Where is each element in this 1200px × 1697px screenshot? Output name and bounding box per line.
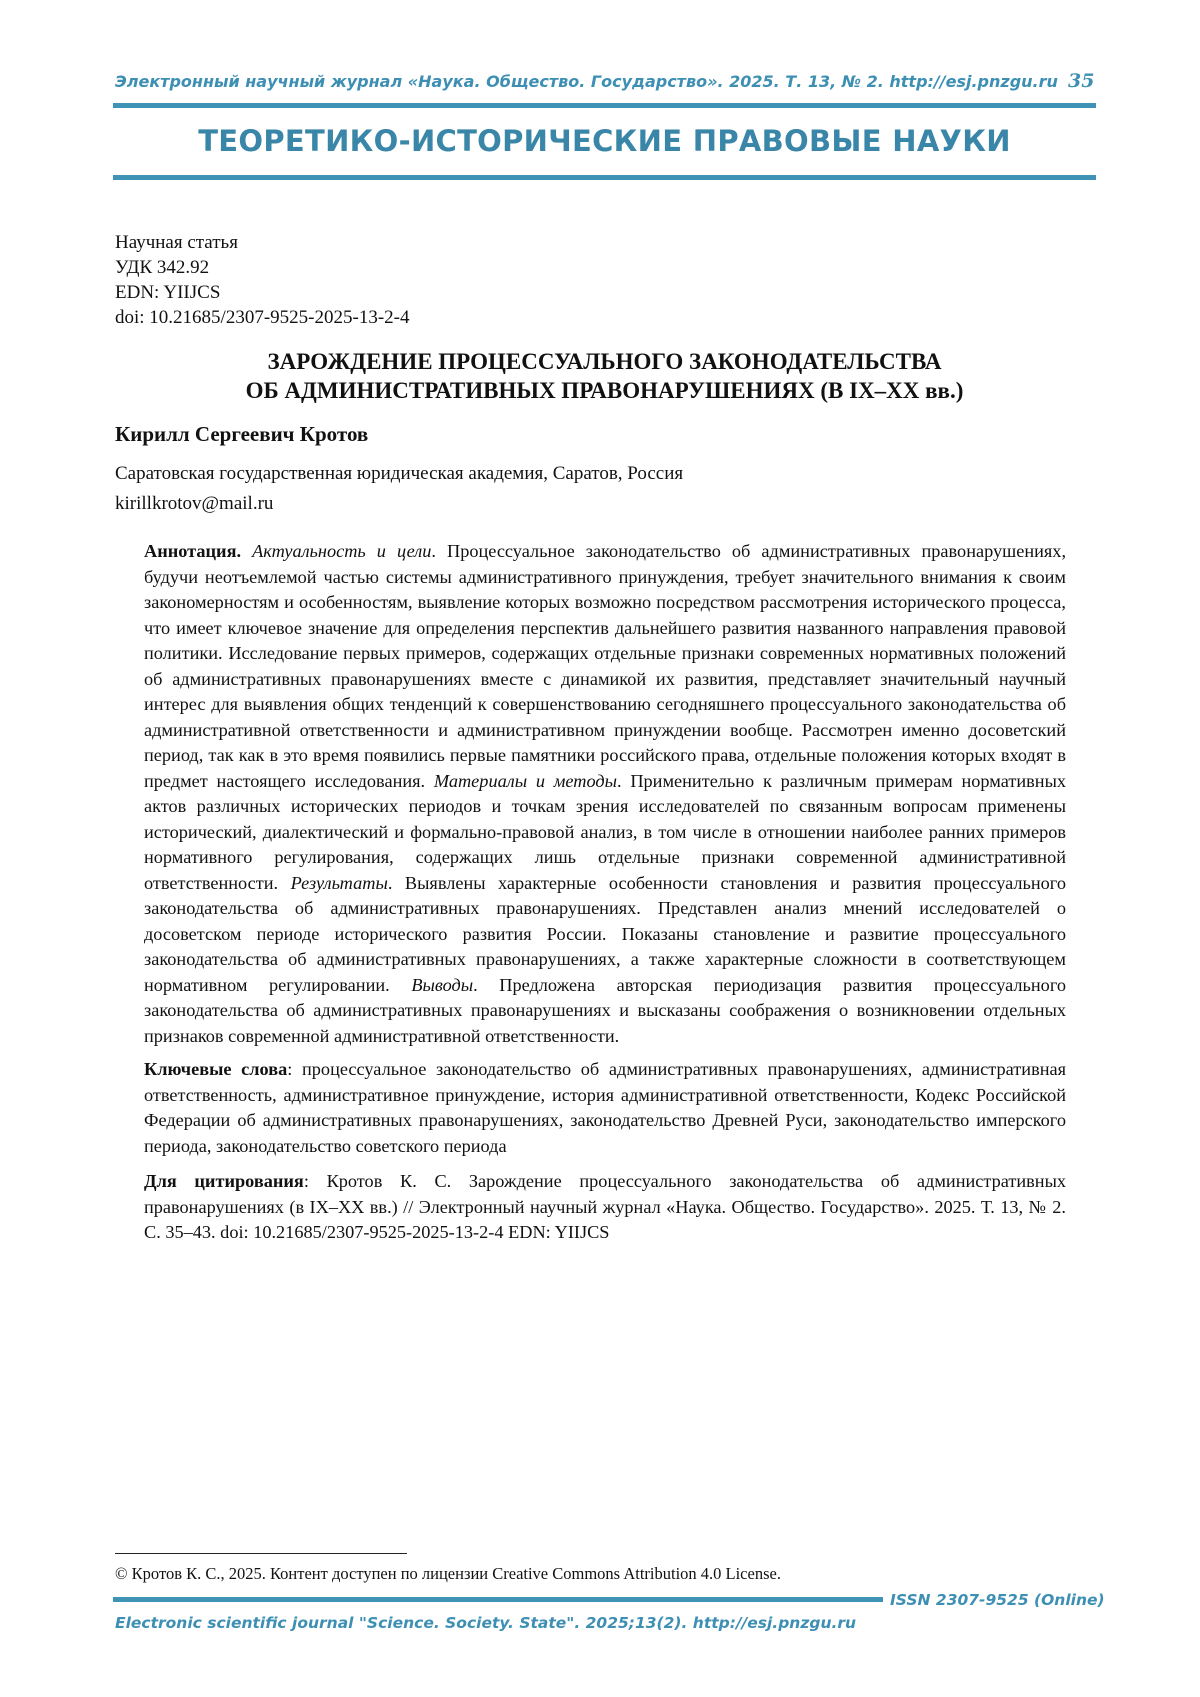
keywords (144, 1057, 1066, 1159)
running-header: Электронный научный журнал «Наука. Общество. Государство». 2025. Т. 13, № 2. http://esj.pnzgu.ru (115, 72, 1058, 91)
abstract-heading-conclusions: Выводы (411, 974, 474, 995)
section-title: ТЕОРЕТИКО-ИСТОРИЧЕСКИЕ ПРАВОВЫЕ НАУКИ (198, 124, 1011, 158)
abstract-label: Аннотация. (144, 541, 242, 561)
keywords-text: : процессуальное законодательство об административных правонарушениях, административная ответственность, административное принуждение, история административной ответственности, Кодекс Российской Федерации об административных правонарушениях, законодательство Древней Руси, законодательство имперского периода, законодательство советского периода (144, 1059, 1067, 1156)
doi[interactable]: doi: 10.21685/2307-9525-2025-13-2-4 (115, 307, 410, 328)
abstract-heading-relevance: Актуальность и цели (252, 541, 432, 561)
author-affiliation: Саратовская государственная юридическая академия, Саратов, Россия (115, 463, 684, 484)
header-rule (113, 103, 1096, 108)
abstract-text-methods: . Применительно к различным примерам нормативных актов различных исторических периодов и точкам зрения исследователей по связанным вопросам применены исторический, диалектический и формально-правовой анализ, в том числе в отношении наиболее ранних примеров нормативного регулирования, содержащих лишь отдельные признаки современной административной ответственности. (144, 770, 1066, 893)
abstract-heading-results: Результаты (290, 872, 388, 893)
title-line-1: ЗАРОЖДЕНИЕ ПРОЦЕССУАЛЬНОГО ЗАКОНОДАТЕЛЬСТВА (267, 349, 942, 374)
footer-rule (113, 1597, 883, 1602)
citation-text: : Кротов К. С. Зарождение процессуального законодательства об административных правонарушениях (в IX–XX вв.) // Электронный научный журнал «Наука. Общество. Государство». 2025. Т. 13, № 2. С. 35–43. doi: 10.21685/2307-9525-2025-13-2-4 EDN: YIIJCS (144, 1171, 1066, 1242)
abstract-text-conclusions: . Предложена авторская периодизация развития процессуального законодательства об административных правонарушениях и высказаны соображения о возникновении отдельных признаков современной административной ответственности. (144, 974, 1067, 1046)
author-email[interactable]: kirillkrotov@mail.ru (115, 493, 274, 514)
udk: УДК 342.92 (115, 257, 210, 278)
title-line-2: ОБ АДМИНИСТРАТИВНЫХ ПРАВОНАРУШЕНИЯХ (В IX–XX вв.) (245, 378, 964, 403)
abstract-text-results: . Выявлены характерные особенности становления и развития процессуального законодательства об административных правонарушениях. Представлен анализ мнений исследователей о досоветском периоде исторического развития России. Показаны становление и развитие процессуального законодательства об административных правонарушениях, а также характерные сложности в соответствующем нормативном регулировании. (144, 872, 1066, 995)
page-number: 35 (1068, 70, 1095, 92)
citation (144, 1169, 1066, 1246)
citation-label: Для цитирования (144, 1171, 304, 1191)
footnote-rule (115, 1553, 407, 1554)
abstract-block (144, 539, 1066, 1246)
keywords-label: Ключевые слова (144, 1059, 288, 1079)
author-name: Кирилл Сергеевич Кротов (115, 422, 369, 446)
abstract-heading-methods: Материалы и методы (433, 770, 617, 791)
edn: EDN: YIIJCS (115, 282, 221, 303)
article-meta (115, 230, 409, 330)
article-type: Научная статья (115, 232, 238, 253)
abstract (144, 539, 1066, 1049)
issn: ISSN 2307-9525 (Online) (890, 1591, 1105, 1609)
section-rule (113, 175, 1096, 180)
article-title (113, 347, 1096, 405)
running-footer: Electronic scientific journal "Science. Society. State". 2025;13(2). http://esj.pnzgu.ru (115, 1614, 857, 1632)
copyright-notice: © Кротов К. С., 2025. Контент доступен по лицензии Creative Commons Attribution 4.0 License. (115, 1564, 781, 1583)
abstract-text-relevance: . Процессуальное законодательство об административных правонарушениях, будучи неотъемлемой частью системы административного принуждения, требует значительного внимания к своим закономерностям и особенностям, выявление которых возможно посредством рассмотрения исторического процесса, что имеет ключевое значение для определения перспектив дальнейшего развития названного направления правовой политики. Исследование первых примеров, содержащих отдельные признаки современных нормативных положений об административных правонарушениях вместе с динамикой их развития, представляет значительный научный интерес для выявления общих тенденций к совершенствованию сегодняшнего процессуального законодательства об административной ответственности и административном принуждении вообще. Рассмотрен именно досоветский период, так как в это время появились первые памятники российского права, отдельные положения которых входят в предмет настоящего исследования. (144, 541, 1067, 791)
